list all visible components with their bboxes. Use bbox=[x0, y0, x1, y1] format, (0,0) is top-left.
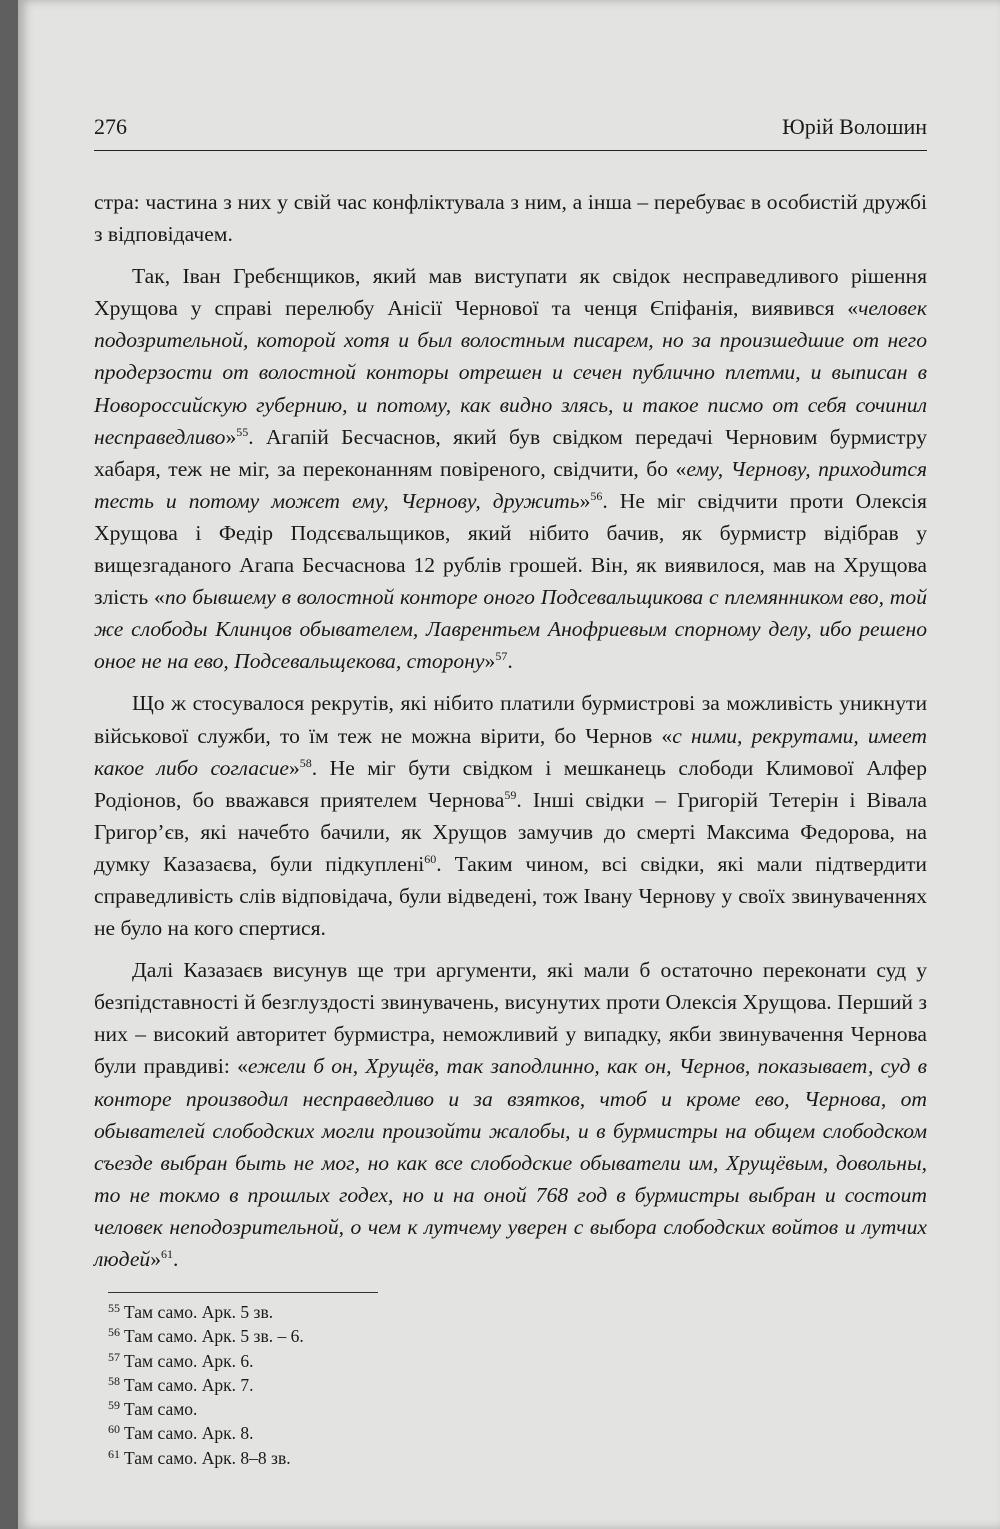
body-paragraph bbox=[94, 687, 927, 944]
paragraph-text: . Не міг свідчити проти Олексія Хрущова і Федір Подсєвальщиков, який нібито бачив, як бурмистр відібрав у вищезгаданого Агапа Бесчаснова 12 рублів грошей. Він, як виявилося, мав на Хрущова злість « bbox=[94, 488, 927, 610]
footnote-number: 59 bbox=[108, 1398, 120, 1413]
paragraph-text: . Інші свідки – Григорій Тетерін і Вівала Григор’єв, які начебто бачили, як Хрущов замучив до смерті Максима Федорова, на думку Казазаєва, були підкуплені bbox=[94, 787, 928, 876]
footnote-reference: 60 bbox=[424, 851, 437, 866]
footnote-divider bbox=[108, 1292, 378, 1293]
paragraph-text: Що ж стосувалося рекрутів, які нібито платили бурмистрові за можливість уникнути військової служби, то їм теж не можна вірити, бо Чернов « bbox=[94, 691, 927, 748]
book-page bbox=[18, 0, 1000, 1529]
running-header-author: Юрій Волошин bbox=[782, 114, 927, 139]
footnote-text: Там само. Арк. 7. bbox=[124, 1374, 254, 1395]
footnote-text: Там само. Арк. 8. bbox=[124, 1423, 254, 1444]
footnote bbox=[108, 1324, 708, 1348]
footnote bbox=[108, 1373, 708, 1397]
page-number: 276 bbox=[94, 114, 127, 139]
footnote bbox=[108, 1300, 708, 1324]
quoted-text: ежели б он, Хрущёв, так заподлинно, как он, Чернов, показывает, суд в конторе производил несправедливо и за взятков, чтоб и кроме ево, Чернова, от обывателей слободских могли произойти жалобы, и в бурмистры на общем слободском съезде выбран быть не мог, но как все слободские обыватели им, Хрущёвым, довольны, то не токмо в прошлых годех, но и на оной 768 год в бурмистры выбран и состоит человек неподозрительной, о чем к лутчему уверен с выбора слободских войтов и лутчих людей bbox=[94, 1054, 927, 1271]
footnote-number: 57 bbox=[108, 1349, 120, 1364]
quoted-text: человек подозрительной, которой хотя и был волостным писарем, но за произшедшие от него продерзости от волостной конторы отрешен и сечен публично плетми, и выписан в Новороссийскую губернию, и потому, как видно злясь, и такое писмо от себя сочинил несправедливо bbox=[94, 296, 927, 449]
paragraph-text: » bbox=[288, 755, 300, 780]
paragraph-text: . Агапій Бесчаснов, який був свідком передачі Черновим бурмистру хабаря, теж не міг, за переконанням повіреного, свідчити, бо « bbox=[94, 424, 927, 481]
footnote-number: 58 bbox=[108, 1373, 120, 1388]
body-paragraph bbox=[94, 186, 927, 250]
paragraph-text: » bbox=[484, 649, 496, 674]
footnote-text: Там само. Арк. 5 зв. bbox=[124, 1302, 274, 1322]
footnote-number: 61 bbox=[108, 1446, 120, 1461]
quoted-text: с ними, рекрутами, имеет какое либо согласие bbox=[94, 723, 927, 780]
paragraph-text: » bbox=[150, 1247, 162, 1271]
footnote bbox=[108, 1397, 708, 1421]
quoted-text: ему, Чернову, приходится тесть и потому может ему, Чернову, дружить bbox=[94, 456, 927, 513]
footnotes bbox=[108, 1300, 708, 1470]
footnote-number: 60 bbox=[108, 1422, 120, 1437]
footnote-reference: 61 bbox=[161, 1247, 174, 1261]
footnote bbox=[108, 1349, 708, 1373]
paragraph-text: . bbox=[507, 649, 513, 674]
footnote bbox=[108, 1446, 708, 1470]
footnote-text: Там само. Арк. 5 зв. – 6. bbox=[124, 1326, 304, 1347]
footnote-reference: 59 bbox=[504, 787, 517, 802]
paragraph-text: » bbox=[225, 424, 237, 449]
footnote-text: Там само. Арк. 8–8 зв. bbox=[124, 1447, 291, 1468]
footnote-text: Там само. Арк. 6. bbox=[124, 1350, 254, 1371]
quoted-text: по бывшему в волостной конторе оного Подсевальщикова с племянником ево, той же слободы Клинцов обывателем, Лаврентьем Анофриевым спорному делу, ибо решено оное не на ево, Подсевальщекова, сторону bbox=[94, 585, 927, 674]
footnote-reference: 58 bbox=[299, 755, 312, 770]
paragraph-text: » bbox=[579, 488, 591, 513]
footnote bbox=[108, 1421, 708, 1445]
paragraph-text: Далі Казазаєв висунув ще три аргументи, які мали б остаточно переконати суд у безпідставності й безглуздості звинувачень, висунутих проти Олексія Хрущова. Перший з них – високий авторитет бурмистра, неможливий у випадку, якби звинувачення Чернова були правдиві: « bbox=[94, 958, 927, 1079]
footnote-reference: 56 bbox=[590, 488, 603, 503]
running-header bbox=[94, 112, 927, 151]
paragraph-text: стра: частина з них у свій час конфліктувала з ним, а інша – перебуває в особистій дружбі з відповідачем. bbox=[94, 190, 927, 247]
body-text bbox=[94, 186, 927, 1275]
paragraph-text: Так, Іван Гребєнщиков, який мав виступати як свідок несправедливого рішення Хрущова у справі перелюбу Анісії Чернової та ченця Єпіфанія, виявився « bbox=[94, 264, 927, 321]
footnote-text: Там само. bbox=[124, 1399, 198, 1420]
footnote-reference: 57 bbox=[495, 649, 508, 664]
footnote-reference: 55 bbox=[236, 424, 249, 439]
footnote-number: 55 bbox=[108, 1301, 120, 1315]
paragraph-text: . Таким чином, всі свідки, які мали підтвердити справедливість слів відповідача, були відведені, тож Івану Чернову у своїх звинуваченнях не було на кого спертися. bbox=[94, 851, 927, 941]
paragraph-text: . Не міг бути свідком і мешканець слободи Климової Алфер Родіонов, бо вважався приятелем Чернова bbox=[94, 755, 928, 812]
body-paragraph bbox=[94, 260, 927, 677]
body-paragraph bbox=[94, 954, 927, 1275]
paragraph-text: . bbox=[173, 1247, 179, 1271]
footnote-number: 56 bbox=[108, 1325, 120, 1340]
